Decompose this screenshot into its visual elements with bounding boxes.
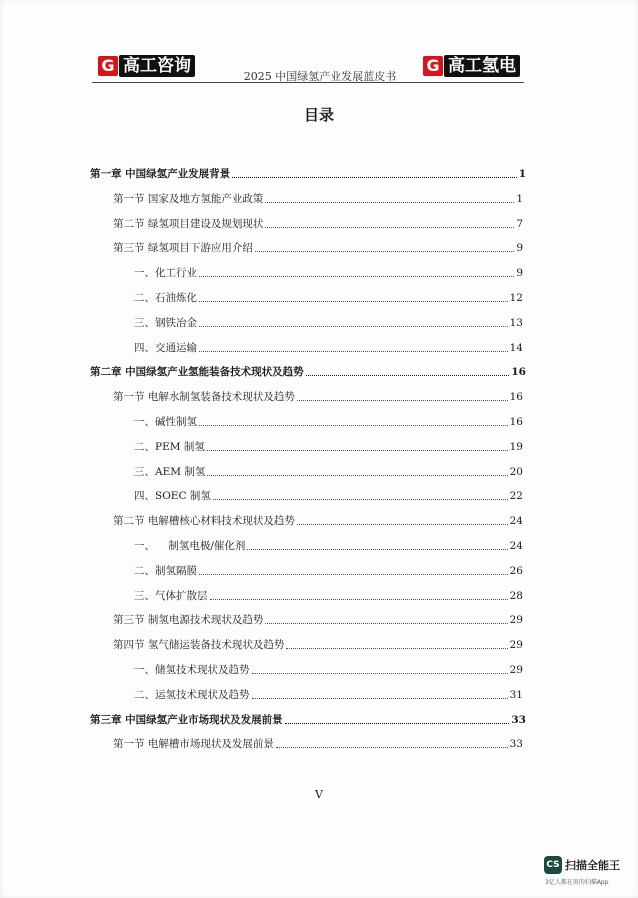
- logo-g-mark: G: [98, 56, 118, 76]
- toc-entry-label: 第三节 制氢电源技术现状及趋势: [113, 614, 264, 626]
- logo-text: 高工咨询: [119, 55, 195, 77]
- toc-entry-label: 第四节 氢气储运装备技术现状及趋势: [113, 639, 285, 651]
- toc-entry-page: 29: [509, 614, 523, 626]
- toc-dot-leader: [199, 326, 508, 327]
- toc-dot-leader: [297, 524, 508, 525]
- toc-entry: [134, 689, 523, 702]
- toc-dot-leader: [297, 400, 508, 401]
- toc-entry: [134, 317, 523, 330]
- toc-entry-page: 9: [516, 242, 523, 254]
- toc-dot-leader: [199, 574, 508, 575]
- toc-entry-label: 一、 制氢电极/催化剂: [134, 540, 246, 552]
- toc-dot-leader: [199, 425, 508, 426]
- toc-heading: 目录: [303, 106, 334, 124]
- toc-entry-page: 16: [509, 391, 523, 403]
- toc-entry: [113, 391, 523, 404]
- toc-entry: [90, 168, 526, 181]
- toc-entry-label: 一、储氢技术现状及趋势: [134, 664, 250, 676]
- toc-entry: [113, 738, 523, 751]
- toc-entry: [113, 193, 523, 206]
- camscanner-tagline: 3亿人都在用的扫描App: [545, 879, 609, 886]
- camscanner-watermark: [544, 856, 620, 874]
- toc-entry-page: 20: [509, 466, 523, 478]
- toc-entry-page: 33: [511, 714, 526, 726]
- toc-entry: [134, 292, 523, 305]
- gaogong-hydrogen-logo: [423, 54, 520, 78]
- toc-entry-label: 二、石油炼化: [134, 292, 197, 304]
- toc-entry-page: 1: [516, 193, 523, 205]
- toc-entry-label: 三、气体扩散层: [134, 590, 208, 602]
- toc-dot-leader: [207, 475, 507, 476]
- toc-entry-label: 一、碱性制氢: [134, 416, 197, 428]
- toc-entry-label: 三、AEM 制氢: [134, 466, 206, 478]
- toc-entry-label: 三、钢铁冶金: [134, 317, 197, 329]
- toc-entry-label: 第三节 绿氢项目下游应用介绍: [113, 242, 253, 254]
- toc-entry-page: 29: [509, 664, 523, 676]
- toc-dot-leader: [265, 623, 507, 624]
- camscanner-name: 扫描全能王: [565, 859, 620, 872]
- toc-entry-page: 19: [509, 441, 523, 453]
- toc-entry: [113, 515, 523, 528]
- toc-entry-page: 16: [511, 366, 526, 378]
- toc-dot-leader: [285, 723, 510, 724]
- toc-entry: [113, 614, 523, 627]
- toc-entry: [134, 590, 523, 603]
- toc-entry: [90, 366, 526, 379]
- gaogong-consulting-logo: [98, 54, 195, 78]
- toc-dot-leader: [210, 599, 508, 600]
- toc-entry-page: 12: [509, 292, 523, 304]
- toc-entry: [134, 441, 523, 454]
- toc-dot-leader: [199, 276, 514, 277]
- logo-text: 高工氢电: [444, 55, 520, 77]
- toc-entry-label: 二、制氢隔膜: [134, 565, 197, 577]
- toc-entry: [134, 416, 523, 429]
- toc-entry: [134, 267, 523, 280]
- page-number: V: [315, 788, 323, 801]
- toc-entry: [134, 540, 523, 553]
- toc-entry-page: 13: [509, 317, 523, 329]
- toc-entry-label: 第一节 电解水制氢装备技术现状及趋势: [113, 391, 295, 403]
- toc-entry: [134, 565, 523, 578]
- toc-entry-page: 24: [509, 540, 523, 552]
- header-title: 2025 中国绿氢产业发展蓝皮书: [243, 70, 397, 83]
- toc-entry-page: 28: [509, 590, 523, 602]
- toc-entry-label: 四、SOEC 制氢: [134, 490, 211, 502]
- toc-entry-page: 31: [509, 689, 523, 701]
- toc-entry-page: 26: [509, 565, 523, 577]
- toc-entry-page: 16: [509, 416, 523, 428]
- toc-entry: [134, 466, 523, 479]
- toc-entry-page: 9: [516, 267, 523, 279]
- toc-dot-leader: [199, 351, 508, 352]
- toc-entry-page: 22: [509, 490, 523, 502]
- toc-entry-label: 第二节 绿氢项目建设及规划现状: [113, 218, 264, 230]
- toc-entry-page: 14: [509, 342, 523, 354]
- toc-dot-leader: [265, 202, 514, 203]
- toc-dot-leader: [306, 375, 510, 376]
- toc-dot-leader: [286, 648, 507, 649]
- toc-entry: [113, 242, 523, 255]
- toc-entry-label: 第三章 中国绿氢产业市场现状及发展前景: [90, 714, 283, 726]
- toc-entry-page: 33: [509, 738, 523, 750]
- toc-dot-leader: [276, 747, 508, 748]
- logo-g-mark: G: [423, 56, 443, 76]
- toc-entry-label: 一、化工行业: [134, 267, 197, 279]
- toc-entry-label: 第一节 电解槽市场现状及发展前景: [113, 738, 274, 750]
- toc-dot-leader: [255, 251, 514, 252]
- toc-entry-label: 四、交通运输: [134, 342, 197, 354]
- toc-entry-label: 第一章 中国绿氢产业发展背景: [90, 168, 231, 180]
- toc-entry: [90, 714, 526, 727]
- toc-entry-page: 1: [518, 168, 526, 180]
- toc-dot-leader: [252, 698, 508, 699]
- toc-entry-page: 24: [509, 515, 523, 527]
- toc-entry: [134, 664, 523, 677]
- toc-dot-leader: [232, 177, 517, 178]
- toc-dot-leader: [265, 227, 514, 228]
- toc-dot-leader: [213, 499, 508, 500]
- toc-entry: [134, 490, 523, 503]
- header-divider: [92, 82, 524, 83]
- toc-entry-page: 7: [516, 218, 523, 230]
- toc-entry-page: 29: [509, 639, 523, 651]
- toc-entry-label: 二、PEM 制氢: [134, 441, 205, 453]
- toc-dot-leader: [207, 450, 508, 451]
- toc-dot-leader: [252, 673, 508, 674]
- toc-entry: [134, 342, 523, 355]
- toc-entry-label: 第一节 国家及地方氢能产业政策: [113, 193, 264, 205]
- toc-dot-leader: [199, 301, 508, 302]
- toc-entry: [113, 639, 523, 652]
- camscanner-logo-icon: CS: [544, 856, 562, 874]
- toc-dot-leader: [247, 549, 507, 550]
- toc-entry-label: 第二节 电解槽核心材料技术现状及趋势: [113, 515, 295, 527]
- toc-entry: [113, 218, 523, 231]
- toc-entry-label: 第二章 中国绿氢产业氢能装备技术现状及趋势: [90, 366, 304, 378]
- toc-entry-label: 二、运氢技术现状及趋势: [134, 689, 250, 701]
